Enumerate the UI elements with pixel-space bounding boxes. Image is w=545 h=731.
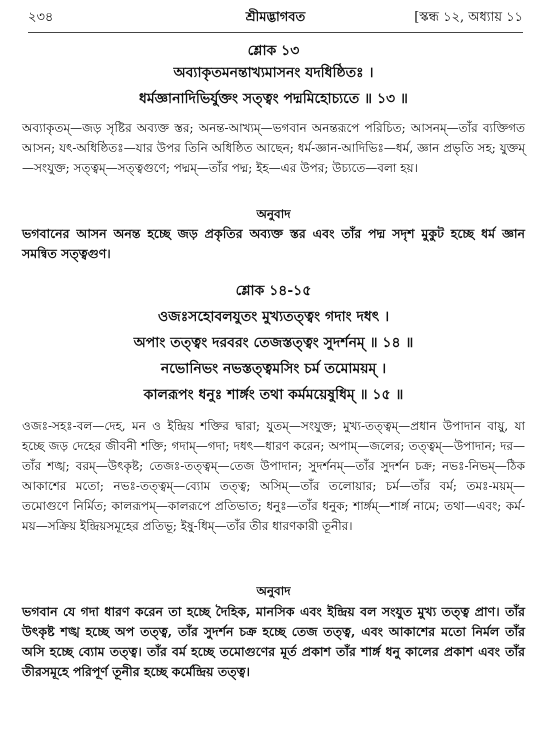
verse-13-title: শ্লোক ১৩ (247, 43, 300, 59)
verse-14-15-line-3: নভোনিভং নভস্তত্ত্বমসিং চর্ম তমোময়ম্ । (160, 361, 387, 377)
verse-14-15-line-2: অপাং তত্ত্বং দরবরং তেজস্তত্ত্বং সুদর্শনম্ ॥ ১৪ ॥ (133, 335, 414, 351)
chapter-reference: [স্কন্ধ ১২, অধ্যায় ১১ (414, 10, 523, 25)
verse-13-translation: ভগবানের আসন অনন্ত হচ্ছে জড় প্রকৃতির অব্যক্ত স্তর এবং তাঁর পদ্ম সদৃশ মুকুট হচ্ছে ধর্ম জ্ঞান সমন্বিত সত্ত্বগুণ। (22, 226, 525, 261)
verse-14-15-line-1: ওজঃসহোবলযুতং মুখ্যতত্ত্বং গদাং দধৎ । (157, 309, 390, 325)
verse-13-translation-label: অনুবাদ (256, 207, 291, 221)
book-title: শ্রীমদ্ভাগবত (245, 10, 306, 25)
page-header (28, 8, 523, 30)
verse-13-line-2: ধর্মজ্ঞানাদিভির্যুক্তং সত্ত্বং পদ্মমিহোচ্যতে ॥ ১৩ ॥ (139, 91, 408, 107)
verse-14-15-translation: ভগবান যে গদা ধারণ করেন তা হচ্ছে দৈহিক, মানসিক এবং ইন্দ্রিয় বল সংযুত মুখ্য তত্ত্ব প্রাণ। তাঁর উৎকৃষ্ট শঙ্খ হচ্ছে অপ তত্ত্ব, তাঁর সুদর্শন চক্র হচ্ছে তেজ তত্ত্ব, এবং আকাশের মতো নির্মল তাঁর অসি হচ্ছে ব্যোম তত্ত্ব। তাঁর বর্ম হচ্ছে তমোগুণের মূর্ত প্রকাশ তাঁর শার্ঙ্গ ধনু কালের প্রকাশ এবং তাঁর তীরসমূহে পরিপূর্ণ তূনীর হচ্ছে কর্মেন্দ্রিয় তত্ত্ব। (22, 604, 525, 679)
verse-13-synonyms: অব্যাকৃতম্—জড় সৃষ্টির অব্যক্ত স্তর; অনন্ত-আখ্যম্—ভগবান অনন্তরূপে পরিচিত; আসনম্—তাঁর ব্যক্তিগত আসন; যৎ-অধিষ্ঠিতঃ—যার উপর তিনি অধিষ্ঠিত আছেন; ধর্ম-জ্ঞান-আদিভিঃ—ধর্ম, জ্ঞান প্রভৃতি সহ; যুক্তম্—সংযুক্ত; সত্ত্বম্—সত্ত্বগুণে; পদ্মম্—তাঁর পদ্ম; ইহ—এর উপর; উচ্যতে—বলা হয়। (22, 121, 525, 175)
verse-14-15-title: শ্লোক ১৪-১৫ (235, 283, 312, 299)
page-number: ২৩৪ (28, 10, 54, 25)
verse-14-15-synonyms: ওজঃ-সহঃ-বল—দেহ, মন ও ইন্দ্রিয় শক্তির দ্বারা; যুতম্—সংযুক্ত; মুখ্য-তত্ত্বম্—প্রধান উপাদান বায়ু, যা হচ্ছে জড় দেহের জীবনী শক্তি; গদাম্—গদা; দধৎ—ধারণ করেন; অপাম্—জলের; তত্ত্বম্—উপাদান; দর—তাঁর শঙ্খ; বরম্—উৎকৃষ্ট; তেজঃ-তত্ত্বম্—তেজ উপাদান; সুদর্শনম্—তাঁর সুদর্শন চক্র; নভঃ-নিভম্—ঠিক আকাশের মতো; নভঃ-তত্ত্বম্—ব্যোম তত্ত্ব; অসিম্—তাঁর তলোয়ার; চর্ম—তাঁর বর্ম; তমঃ-ময়ম্—তমোগুণে নির্মিত; কালরূপম্—কালরূপে প্রতিভাত; ধনুঃ—তাঁর ধনুক; শার্ঙ্গম্—শার্ঙ্গ নামে; তথা—এবং; কর্ম-ময়—সক্রিয় ইন্দ্রিয়সমূহের প্রতিভূ; ইষু-ধিম্—তাঁর তীর ধারণকারী তূনীর। (22, 419, 525, 533)
verse-14-15-line-4: কালরূপং ধনুঃ শার্ঙ্গং তথা কর্মময়েষুধিম্ ॥ ১৫ ॥ (143, 387, 404, 403)
header-rule (28, 32, 523, 33)
verse-14-15-translation-label: অনুবাদ (256, 584, 291, 598)
verse-13-line-1: অব্যাকৃতমনন্তাখ্যমাসনং যদধিষ্ঠিতঃ । (173, 65, 374, 81)
